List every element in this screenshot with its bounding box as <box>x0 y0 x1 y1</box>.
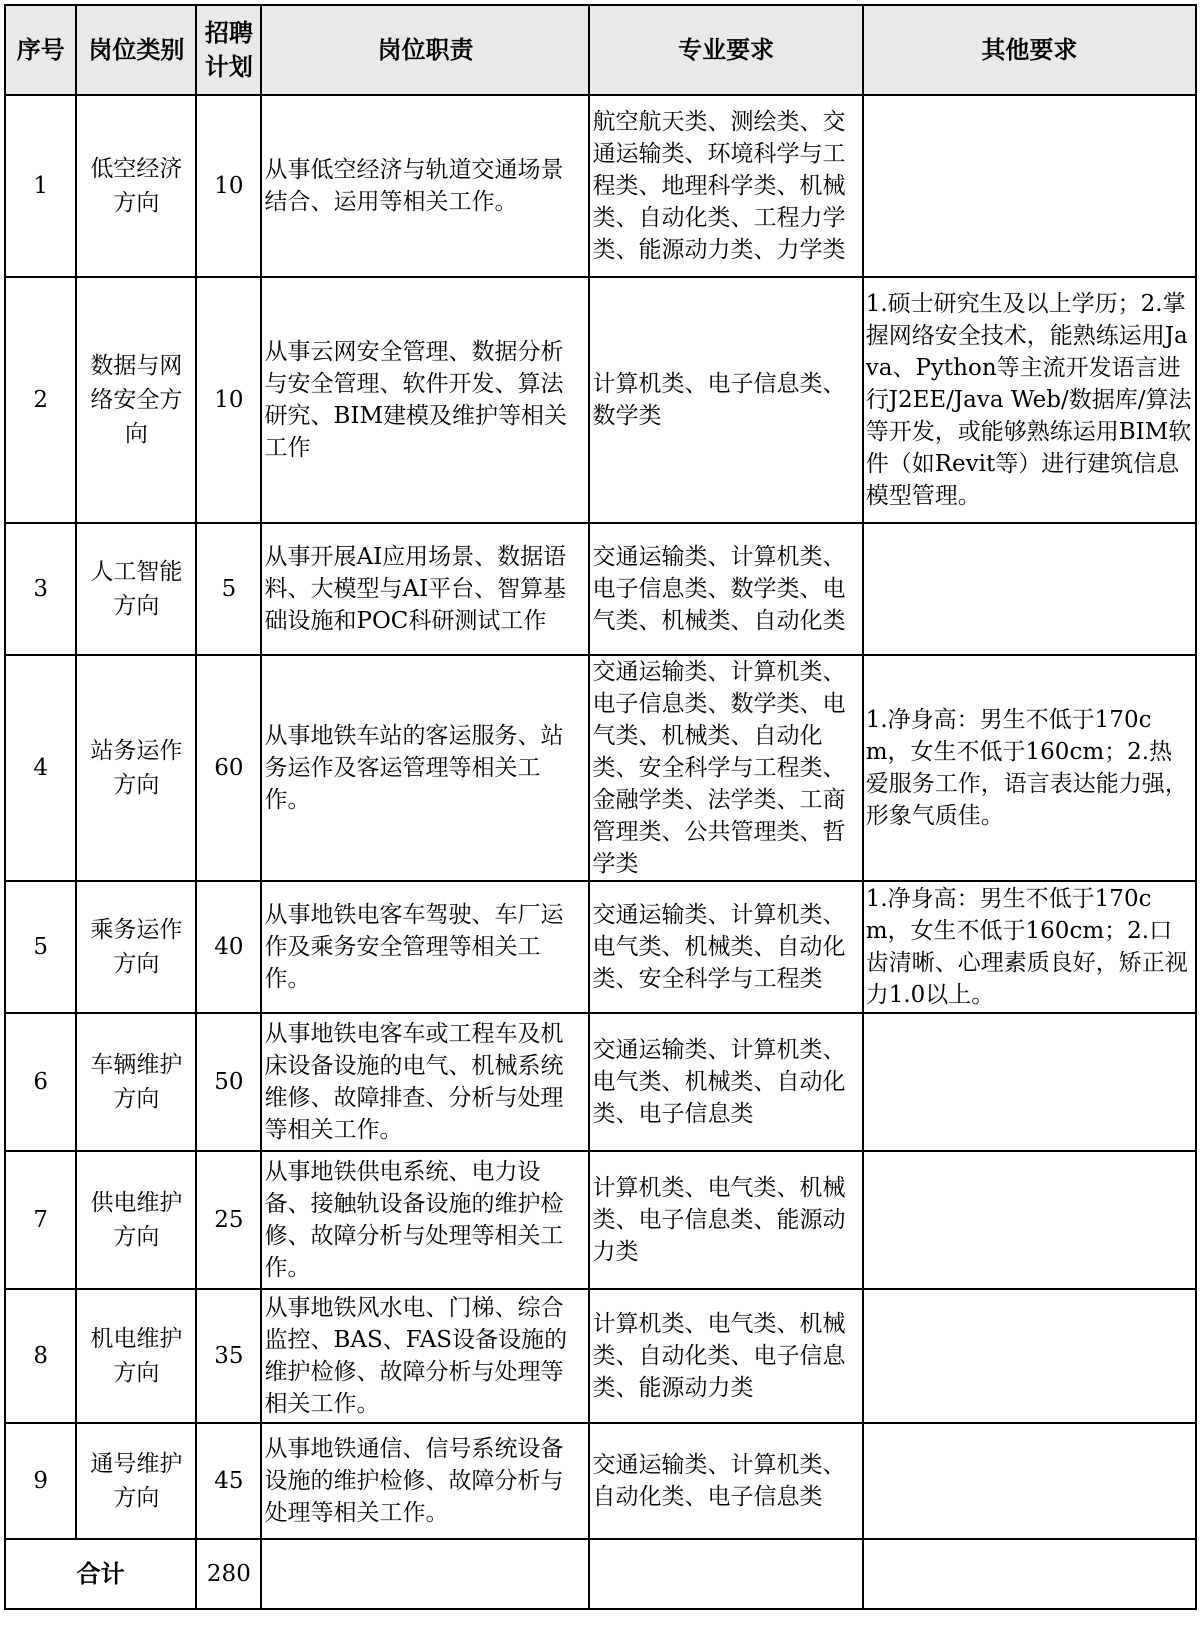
header-plan: 招聘计划 <box>196 5 261 95</box>
table-row <box>5 1151 1196 1289</box>
row-other: 1.硕士研究生及以上学历；2.掌握网络安全技术，能熟练运用Java、Python等主流开发语言进行J2EE/Java Web/数据库/算法等开发，或能够熟练运用BIM软件（如Revit等）进行建筑信息模型管理。 <box>863 277 1196 523</box>
row-category: 机电维护方向 <box>76 1289 196 1423</box>
row-index: 8 <box>5 1289 76 1423</box>
row-major: 交通运输类、计算机类、自动化类、电子信息类 <box>589 1423 862 1539</box>
table-row <box>5 1289 1196 1423</box>
row-major: 交通运输类、计算机类、电气类、机械类、自动化类、安全科学与工程类 <box>589 881 862 1013</box>
table-row <box>5 1423 1196 1539</box>
row-duty: 从事地铁通信、信号系统设备设施的维护检修、故障分析与处理等相关工作。 <box>261 1423 589 1539</box>
table-row <box>5 1013 1196 1151</box>
row-plan: 10 <box>196 277 261 523</box>
row-category: 数据与网络安全方向 <box>76 277 196 523</box>
header-row <box>5 5 1196 95</box>
total-major-empty <box>589 1539 862 1609</box>
row-index: 4 <box>5 655 76 881</box>
row-plan: 60 <box>196 655 261 881</box>
table-row <box>5 277 1196 523</box>
row-plan: 45 <box>196 1423 261 1539</box>
total-duty-empty <box>261 1539 589 1609</box>
row-category: 乘务运作方向 <box>76 881 196 1013</box>
row-major: 计算机类、电子信息类、数学类 <box>589 277 862 523</box>
row-other <box>863 1151 1196 1289</box>
row-plan: 35 <box>196 1289 261 1423</box>
row-duty: 从事地铁车站的客运服务、站务运作及客运管理等相关工作。 <box>261 655 589 881</box>
row-other <box>863 95 1196 277</box>
table-row <box>5 95 1196 277</box>
header-category: 岗位类别 <box>76 5 196 95</box>
row-duty: 从事云网安全管理、数据分析与安全管理、软件开发、算法研究、BIM建模及维护等相关工作 <box>261 277 589 523</box>
row-plan: 10 <box>196 95 261 277</box>
row-index: 3 <box>5 523 76 655</box>
row-index: 7 <box>5 1151 76 1289</box>
row-duty: 从事低空经济与轨道交通场景结合、运用等相关工作。 <box>261 95 589 277</box>
row-duty: 从事地铁电客车驾驶、车厂运作及乘务安全管理等相关工作。 <box>261 881 589 1013</box>
total-plan: 280 <box>196 1539 261 1609</box>
table-row <box>5 655 1196 881</box>
row-category: 低空经济方向 <box>76 95 196 277</box>
row-duty: 从事开展AI应用场景、数据语料、大模型与AI平台、智算基础设施和POC科研测试工作 <box>261 523 589 655</box>
row-category: 车辆维护方向 <box>76 1013 196 1151</box>
row-other: 1.净身高：男生不低于170cm，女生不低于160cm；2.热爱服务工作，语言表达能力强，形象气质佳。 <box>863 655 1196 881</box>
table-row <box>5 523 1196 655</box>
row-duty: 从事地铁供电系统、电力设备、接触轨设备设施的维护检修、故障分析与处理等相关工作。 <box>261 1151 589 1289</box>
row-index: 1 <box>5 95 76 277</box>
total-other-empty <box>863 1539 1196 1609</box>
header-duty: 岗位职责 <box>261 5 589 95</box>
row-index: 2 <box>5 277 76 523</box>
row-other: 1.净身高：男生不低于170cm，女生不低于160cm；2.口齿清晰、心理素质良好，矫正视力1.0以上。 <box>863 881 1196 1013</box>
row-index: 9 <box>5 1423 76 1539</box>
row-index: 5 <box>5 881 76 1013</box>
row-plan: 40 <box>196 881 261 1013</box>
row-plan: 5 <box>196 523 261 655</box>
row-major: 交通运输类、计算机类、电子信息类、数学类、电气类、机械类、自动化类、安全科学与工程类、金融学类、法学类、工商管理类、公共管理类、哲学类 <box>589 655 862 881</box>
row-index: 6 <box>5 1013 76 1151</box>
row-other <box>863 523 1196 655</box>
header-major: 专业要求 <box>589 5 862 95</box>
row-category: 人工智能方向 <box>76 523 196 655</box>
total-row <box>5 1539 1196 1609</box>
row-major: 交通运输类、计算机类、电气类、机械类、自动化类、电子信息类 <box>589 1013 862 1151</box>
row-other <box>863 1013 1196 1151</box>
header-other: 其他要求 <box>863 5 1196 95</box>
total-label: 合计 <box>5 1539 196 1609</box>
row-duty: 从事地铁风水电、门梯、综合监控、BAS、FAS设备设施的维护检修、故障分析与处理等相关工作。 <box>261 1289 589 1423</box>
row-other <box>863 1289 1196 1423</box>
row-duty: 从事地铁电客车或工程车及机床设备设施的电气、机械系统维修、故障排查、分析与处理等相关工作。 <box>261 1013 589 1151</box>
header-index: 序号 <box>5 5 76 95</box>
row-major: 交通运输类、计算机类、电子信息类、数学类、电气类、机械类、自动化类 <box>589 523 862 655</box>
row-major: 计算机类、电气类、机械类、自动化类、电子信息类、能源动力类 <box>589 1289 862 1423</box>
row-category: 通号维护方向 <box>76 1423 196 1539</box>
row-other <box>863 1423 1196 1539</box>
recruitment-table <box>4 4 1197 1610</box>
row-category: 站务运作方向 <box>76 655 196 881</box>
row-plan: 50 <box>196 1013 261 1151</box>
row-category: 供电维护方向 <box>76 1151 196 1289</box>
row-major: 航空航天类、测绘类、交通运输类、环境科学与工程类、地理科学类、机械类、自动化类、工程力学类、能源动力类、力学类 <box>589 95 862 277</box>
row-major: 计算机类、电气类、机械类、电子信息类、能源动力类 <box>589 1151 862 1289</box>
table-row <box>5 881 1196 1013</box>
row-plan: 25 <box>196 1151 261 1289</box>
